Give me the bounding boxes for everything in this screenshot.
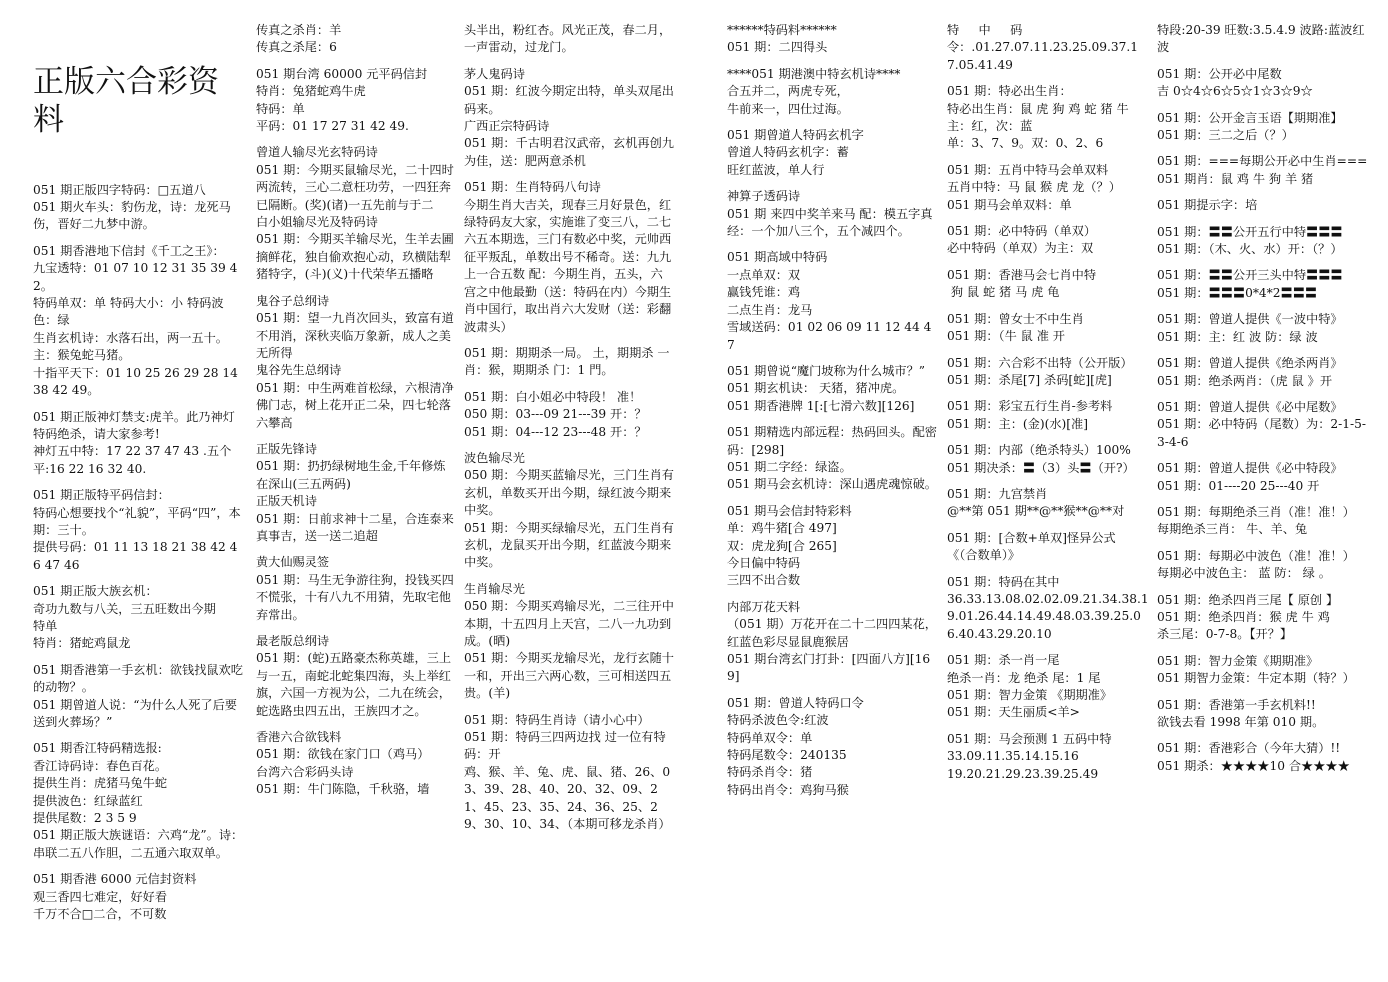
text-block: 051 期提示字：培: [1157, 198, 1258, 213]
column-1: [33, 22, 245, 923]
text-block: 051 期：五肖中特马会单双料 五肖中特：马 鼠 猴 虎 龙（？） 051 期马会单双料：单: [947, 162, 1121, 212]
text-block: 特 中 码 令：.01.27.07.11.23.25.09.37.17.05.41.49: [947, 23, 1139, 72]
column-5: [947, 22, 1149, 783]
text-block: 051 期正版大族玄机： 奇功九数与八关，三五旺数出今期 特单 特肖：猪蛇鸡鼠龙: [33, 584, 216, 651]
column-6: [1157, 22, 1369, 775]
text-block: 051 期：特必出生肖： 特必出生肖：鼠 虎 狗 鸡 蛇 猪 牛 主：红，次：蓝 单：3、7、9。双：0、2、6: [947, 84, 1129, 151]
text-block: 神算子透码诗 051 期 来四中奖羊来马 配：模五字真经：一个加八三个，五个减四个。: [727, 189, 933, 239]
text-block: 051 期：绝杀四肖三尾【 原创 】 051 期：绝杀四肖：猴 虎 牛 鸡 杀三尾：0-7-8。【开？】: [1157, 592, 1339, 642]
text-block: ****051 期港澳中特玄机诗**** 合五并二，两虎专死， 牛前来一，四仕过海。: [727, 66, 901, 116]
text-block: 051 期：特码生肖诗（请小心中） 051 期：特码三四两边找 过一位有特码：开 鸡、猴、羊、兔、虎、鼠、猪、26、03、39、28、40、20、32、09、21、45、23、35、24、36、25、29、30、10、34、（本期可移龙杀肖）: [464, 712, 671, 832]
text-block: 051 期：公开金言玉语【期期准】 051 期：三二之后（？）: [1157, 110, 1343, 143]
text-block: 051 期：杀一肖一尾 绝杀一肖：龙 绝杀 尾：1 尾 051 期：智力金策 《期期准》 051 期：天生丽质<羊>: [947, 653, 1113, 720]
text-block: 051 期曾道人特码玄机字 曾道人特码玄机字：蓄 旺红蓝波，单人行: [727, 128, 864, 177]
text-block: 051 期：〓〓公开三头中特〓〓〓 051 期：〓〓〓0*4*2〓〓〓: [1157, 268, 1343, 300]
text-block: 最老版总纲诗 051 期：(蛇)五路豪杰称英雄，三上与一五，南蛇北蛇集四海，头上举红旗，六国一方视为公，二九在统会，蛇选路虫四五出，王族四才之。: [256, 634, 452, 718]
text-block: 051 期：六合彩不出特（公开版） 051 期：杀尾[7] 杀码[蛇][虎]: [947, 355, 1133, 387]
text-block: 051 期：香港彩合（今年大猜）!! 051 期杀：★★★★10 合★★★★: [1157, 741, 1350, 773]
text-block: 香港六合欲钱料 051 期：欲钱在家门口（鸡马） 台湾六合彩码头诗 051 期：牛门陈隐，千秋骆，墙: [256, 730, 430, 797]
text-block: 051 期马会信封特彩料 单：鸡牛猪[合 497] 双：虎龙狗[合 265] 今日偏中特码 三四不出合数: [727, 503, 852, 588]
column-2: [256, 22, 456, 799]
text-block: 051 期：公开必中尾数 吉 0☆4☆6☆5☆1☆3☆9☆: [1157, 66, 1313, 99]
text-block: 051 期香港第一手玄机：欲钱找鼠欢吃的动物？。 051 期曾道人说：“为什么人死了后要送到火葬场？”: [33, 662, 243, 729]
text-block: 051 期高域中特码 一点单双：双 赢钱凭谁：鸡 二点生肖：龙马 雪域送码：01 02 06 09 11 12 44 47: [727, 250, 932, 352]
text-block: 051 期：特码在其中 36.33.13.08.02.02.09.21.34.38.19.01.26.44.14.49.48.03.39.25.06.40.43.29.20.10: [947, 574, 1149, 641]
text-block: 051 期：[合数+单双]怪异公式 《（合数单）》: [947, 530, 1116, 563]
page-title: 正版六合彩资料: [33, 63, 219, 138]
text-block: 波色输尽光 050 期：今期买蓝输尽光，三门生肖有玄机，单数买开出今期，绿红波今期来中奖。 051 期：今期买绿输尽光，五门生肖有玄机，龙鼠买开出今期，红蓝波今期来中奖。: [464, 450, 674, 570]
text-block: 051 期正版四字特码：□五道八 051 期火车头：豹伤龙，诗：龙死马伤，晋好二九梦中游。: [33, 182, 231, 232]
text-block: 051 期香港 6000 元信封资料 观三香四七难定，好好看 千万不合□二合，不可数: [33, 872, 197, 922]
text-block: 051 期：马会预测 1 五码中特 33.09.11.35.14.15.16 19.20.21.29.23.39.25.49: [947, 731, 1112, 781]
text-block: 内部万花天料 （051 期）万花开在二十二四四某花，红蓝色彩尽显鼠鹿猴居 051 期台湾玄门打卦：[四面八方][169]: [727, 599, 937, 684]
text-block: 051 期：生肖特码八句诗 今期生肖大吉关，现春三月好景色，红绿特码友大家，实施谁了变三八，二七六五本期选，三门有数必中奖，元帅西征平叛乱，单数出号不稀奇。送：九九上一合五数 配：今期生肖，五头，六宫之中他最勤（送：特码在内）今期生肖中国行，取出肖六大发财（送：彩翻波肃头）: [464, 180, 672, 334]
text-block: 051 期：曾道人提供《一波中特》 051 期：主：红 波 防：绿 波: [1157, 312, 1343, 344]
text-block: 051 期：香港第一手玄机料!! 欲钱去看 1998 年第 010 期。: [1157, 697, 1325, 729]
text-block: 特段:20-39 旺数:3.5.4.9 波路:蓝波红波: [1157, 23, 1365, 55]
text-block: 051 期：九宫禁肖 @**第 051 期**@**猴**@**对: [947, 486, 1125, 519]
text-block: 051 期香港地下信封《千工之王》： 九宝透特：01 07 10 12 31 35 39 42。 特码单双：单 特码大小：小 特码波色：绿 生肖玄机诗：水落石出，两一五十。 主：猴兔蛇马猪。 十指平天下：01 10 25 26 29 28 14 38 42 49。: [33, 243, 238, 398]
text-block: 051 期曾说“魔门坡称为什么城市？” 051 期玄机诀： 天猪，猪冲虎。 051 期香港牌 1[:[七滑六数][126]: [727, 363, 926, 413]
text-block: 051 期：曾女士不中生肖 051 期：（牛 鼠 准 开: [947, 311, 1084, 344]
text-block: 生肖输尽光 050 期：今期买鸡输尽光，二三往开中本期，十五四月上天宫，二八一九功到成。(晒) 051 期：今期买龙输尽光，龙行玄随十一和，开出三六两心数，三可相送四五贵。(羊): [464, 581, 674, 701]
text-block: 051 期：〓〓公开五行中特〓〓〓 051 期：（木、火、水）开：（？）: [1157, 224, 1343, 257]
text-block: 051 期台湾 60000 元平码信封 特肖：兔猪蛇鸡牛虎 特码：单 平码：01 17 27 31 42 49.: [256, 66, 428, 134]
text-block: 头半出，粉红杏。风光正茂，春二月，一声雷动，过龙门。: [464, 23, 672, 55]
text-block: 051 期精选内部远程：热码回头。配密码：[298] 051 期二字经：绿盗。 051 期马会玄机诗：深山遇虎魂惊破。: [727, 425, 937, 492]
text-block: 051 期正版特平码信封： 特码心想要找个“礼貌”，平码“四”，本期：三十。 提供号码：01 11 13 18 21 38 42 46 47 46: [33, 488, 241, 572]
text-block: 正版先锋诗 051 期：扔扔绿树地生金,千年修炼在深山(三五两码) 正版天机诗 051 期：日前求神十二星，合连泰来真事吉，送一送二追超: [256, 441, 454, 543]
text-block: 051 期：每期必中波色（准！准！） 每期必中波色主： 蓝 防： 绿 。: [1157, 548, 1355, 581]
text-block: 051 期：智力金策《期期准》 051 期智力金策：牛定本期（特？）: [1157, 653, 1355, 686]
text-block: 051 期：曾道人特码口令 特码杀波色令:红波 特码单双令：单 特码尾数令：240135 特码杀肖令：猪 特码出肖令：鸡狗马猴: [727, 695, 864, 797]
text-block: 051 期：内部（绝杀特头）100% 051 期决杀：〓（3）头〓（开?）: [947, 443, 1135, 475]
column-3: [464, 22, 674, 833]
text-block: 051 期：每期绝杀三肖（准！准！） 每期绝杀三肖： 牛、羊、兔: [1157, 504, 1355, 537]
text-block: 051 期：曾道人提供《必中尾数》 051 期：必中特码（尾数）为：2-1-5-3-4-6: [1157, 399, 1367, 449]
text-block: 传真之杀肖：羊 传真之杀尾：6: [256, 23, 342, 55]
text-block: 051 期：必中特码（单双） 必中特码（单双）为主：双: [947, 224, 1097, 256]
text-block: 051 期：曾道人提供《绝杀两肖》 051 期：绝杀两肖：（虎 鼠 》开: [1157, 356, 1343, 388]
text-block: 曾道人输尽光玄特码诗 051 期：今期买鼠输尽光，二十四时两流转，三心二意枉功劳，一四狂奔已隔断。(奖)(诸)一五先前与于二 白小姐输尽光及特码诗 051 期：今期买羊输尽光，生羊去圃摘鲜花，独自偷欢抱心动，玖横陆犁猪特字，(斗)(义)十代荣华五播略: [256, 145, 454, 282]
text-block: 051 期香江特码精选报: 香江诗码诗：春色百花。 提供生肖：虎猪马兔牛蛇 提供波色：红绿蓝红 提供尾数：2 3 5 9 051 期正版大族谜语：六鸡“龙”。诗：串联二五八作胆，二五通六取双单。: [33, 741, 244, 860]
text-block: 051 期：彩宝五行生肖-参考料 051 期：主：(金)(水)[准]: [947, 399, 1113, 431]
text-block: 051 期：===每期公开必中生肖=== 051 期肖：鼠 鸡 牛 狗 羊 猪: [1157, 154, 1368, 186]
text-block: 051 期：香港马会七肖中特 狗 鼠 蛇 猪 马 虎 龟: [947, 267, 1097, 300]
column-4: [727, 22, 939, 799]
text-block: 茅人鬼码诗 051 期：红波今期定出特，单头双尾出码来。 广西正宗特码诗 051 期：千古明君汉武帝，玄机再创九为佳，送：肥两意杀机: [464, 66, 674, 168]
text-block: 051 期正版神灯禁支:虎羊。此乃神灯特码绝杀，请大家参考! 神灯五中特：17 22 37 47 43 .五个平:16 22 16 32 40.: [33, 409, 235, 476]
text-block: 鬼谷子总纲诗 051 期：望一九肖次回头，致富有道不用消，深秋夹临万象新，成人之美无所得 鬼谷先生总纲诗 051 期：中生两难首松绿，六根清净佛门志，树上花开正二朵，四七轮落六攀高: [256, 293, 454, 430]
text-block: 051 期：曾道人提供《必中特段》 051 期：01----20 25---40 开: [1157, 461, 1343, 493]
text-block: 051 期：白小姐必中特段！ 准！ 050 期：03---09 21---39 开：？ 051 期：04---12 23---48 开：？: [464, 389, 647, 439]
text-block: ******特码料****** 051 期：二四得头: [727, 23, 837, 55]
text-block: 黄大仙赐灵签 051 期：马生无争游往狗，投钱买四不慌张，十有八九不用猜，先取宅他弃常出。: [256, 555, 454, 622]
text-block: 051 期：期期杀一局。 土，期期杀 一肖：猴，期期杀 门：1 門。: [464, 345, 670, 378]
